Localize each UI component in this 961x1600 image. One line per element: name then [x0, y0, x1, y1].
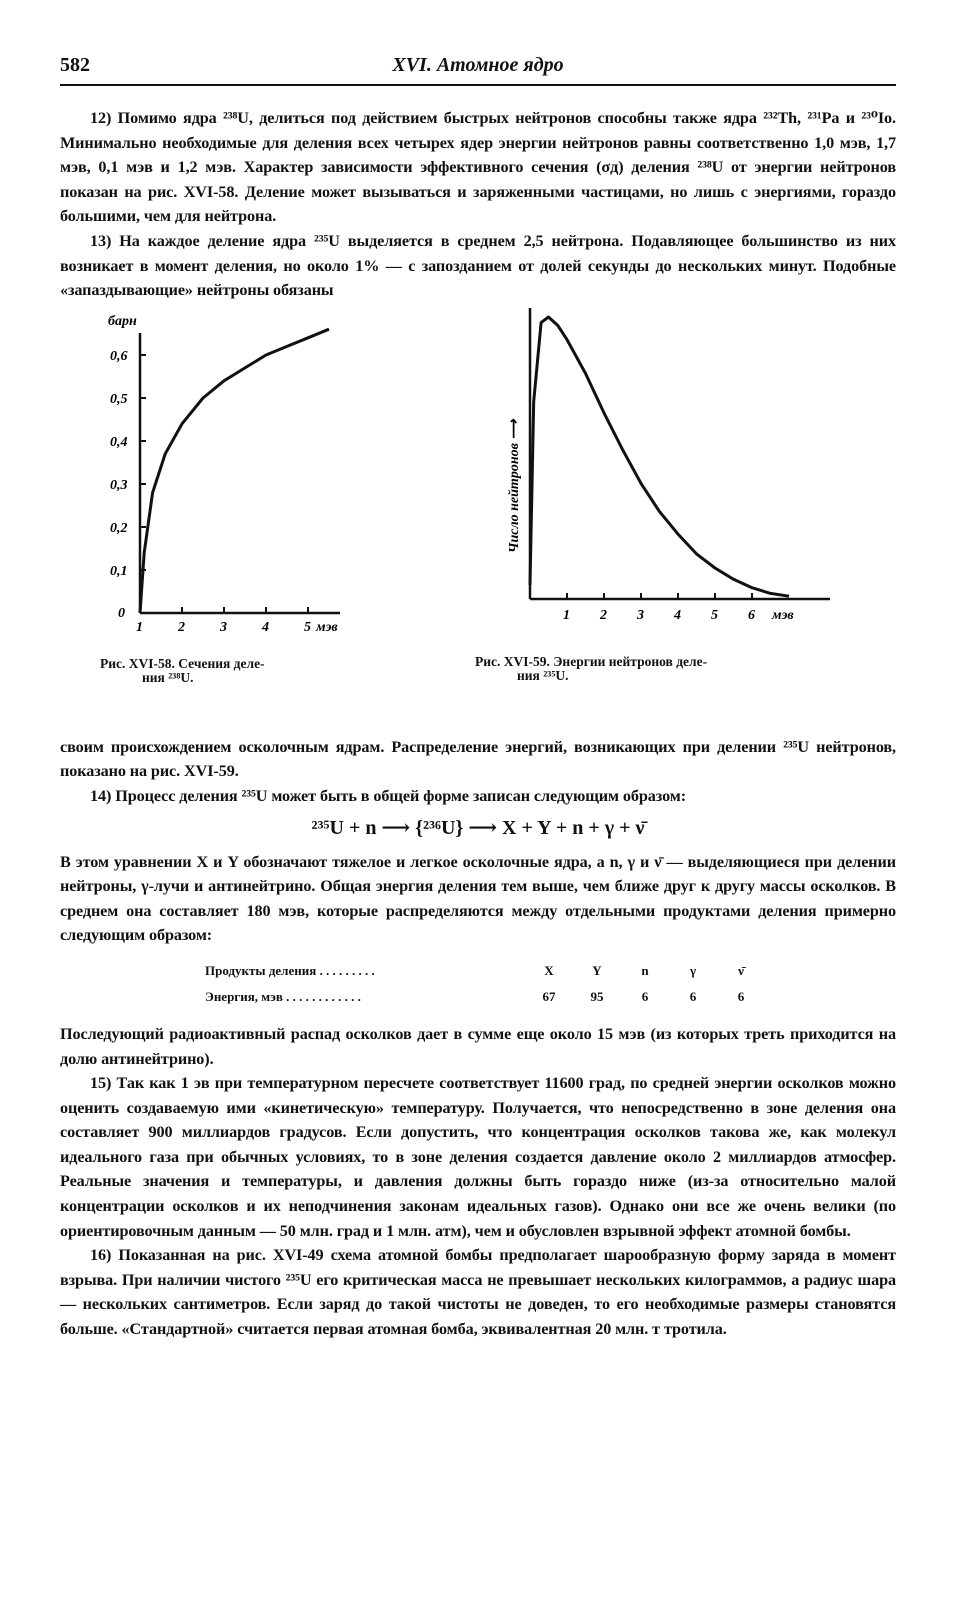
y-tick-label: 0,1 [110, 563, 128, 579]
table-cell: 67 [542, 988, 556, 1004]
y-tick-label: 0,5 [110, 391, 128, 407]
x-unit-label: мэв [316, 619, 338, 635]
x-tick-label: 5 [304, 619, 311, 635]
fission-equation: ²³⁵U + n ⟶ {²³⁶U} ⟶ X + Y + n + γ + ν̄ [311, 816, 645, 839]
figure-59-caption [475, 655, 825, 683]
figure-xvi-59 [475, 303, 825, 683]
y-axis-label: Число нейтронов ⟶ [507, 419, 522, 553]
table-cell: ν̄ [738, 962, 744, 978]
running-title: XVI. Атомное ядро [392, 54, 564, 76]
x-tick-label: 2 [178, 619, 185, 635]
table-row-label: Энергия, мэв . . . . . . . . . . . . [205, 988, 361, 1004]
figure-58-caption-line2: ния ²³⁸U. [142, 669, 194, 685]
table-cell: γ [689, 962, 697, 978]
y-tick-label: 0,2 [110, 520, 128, 536]
x-tick-label: 3 [220, 619, 227, 635]
figure-58-caption [100, 657, 370, 685]
paragraph-13: 13) На каждое деление ядра ²³⁵U выделяется в среднем 2,5 нейтрона. Подавляющее большинство из них возникает в момент деления, но около 1% — с запозданием от долей секунды до нескольких минут. Подобные «запаздывающие» нейтроны обязаны [60, 231, 896, 300]
table-cell: 95 [590, 988, 604, 1004]
table-cell: X [544, 962, 554, 978]
x-tick-label: 6 [748, 607, 755, 623]
table-cell: 6 [689, 988, 697, 1004]
fission-cross-section-chart [100, 313, 370, 653]
paragraph-12: 12) Помимо ядра ²³⁸U, делиться под действием быстрых нейтронов способны также ядра ²³²Th, ²³¹Pa и ²³⁰Io. Минимально необходимые для деления всех четырех ядер энергии нейтронов равны соответственно 1,0 мэв, 1,7 мэв, 0,1 мэв и 1,2 мэв. Характер зависимости эффективного сечения (σд) деления ²³⁸U от энергии нейтронов показан на рис. XVI-58. Деление может вызываться и заряженными частицами, но лишь с энергиями, гораздо большими, чем для нейтрона. [60, 109, 896, 226]
paragraph-13-continued: своим происхождением осколочным ядрам. Распределение энергий, возникающих при делении ²³⁵U нейтронов, показано на рис. XVI-59. [60, 737, 896, 781]
table-cell: n [641, 962, 649, 978]
x-tick-label: 3 [637, 607, 644, 623]
page [60, 50, 896, 1342]
figures-row [60, 303, 896, 735]
neutron-energy-chart [475, 303, 825, 653]
paragraph-after-table: Последующий радиоактивный распад осколков дает в сумме еще около 15 мэв (из которых треть приходится на долю антинейтрино). [60, 1024, 896, 1068]
table-cell: 6 [737, 988, 745, 1004]
table-row-label: Продукты деления . . . . . . . . . [205, 962, 375, 978]
x-tick-label: 2 [600, 607, 607, 623]
figure-59-caption-line1: Рис. XVI-59. Энергии нейтронов деле- [475, 653, 708, 669]
cross-section-curve [140, 329, 329, 613]
y-tick-label: 0,3 [110, 477, 128, 493]
table-row [205, 984, 765, 1010]
figure-58-caption-line1: Рис. XVI-58. Сечения деле- [100, 655, 265, 671]
y-axis-label: барн [108, 313, 137, 329]
x-tick-label: 4 [262, 619, 269, 635]
paragraph-15: 15) Так как 1 эв при температурном пересчете соответствует 11600 град, по средней энергии осколков можно оценить создаваемую ими «кинетическую» температуру. Получается, что непосредственно в зоне деления она составляет 900 миллиардов градусов. Если допустить, что концентрация осколков такова же, как молекул идеального газа при обычных условиях, то в зоне деления создается давление около 2 миллиардов атмосфер. Реальные значения и температуры, и давления должны быть гораздо ниже (из-за относительно малой концентрации осколков и их неподчинения законам идеальных газов). Однако они все же очень велики (по ориентировочным данным — 50 млн. град и 1 млн. атм), чем и обусловлен взрывной эффект атомной бомбы. [60, 1074, 896, 1240]
figure-xvi-58 [100, 313, 370, 685]
neutron-energy-curve [530, 317, 789, 596]
paragraph-14-continued: В этом уравнении X и Y обозначают тяжелое и легкое осколочные ядра, а n, γ и ν̄ — выделяющиеся при делении нейтроны, γ-лучи и антинейтрино. Общая энергия деления тем выше, чем ближе друг к другу массы осколков. В среднем она составляет 180 мэв, которые распределяются между отдельными продуктами деления примерно следующим образом: [60, 852, 896, 945]
paragraph-14: 14) Процесс деления ²³⁵U может быть в общей форме записан следующим образом: [90, 786, 686, 805]
y-tick-label: 0,6 [110, 348, 128, 364]
energy-distribution-table [205, 958, 765, 1010]
x-tick-label: 5 [711, 607, 718, 623]
page-number: 582 [60, 54, 90, 76]
table-row [205, 958, 765, 984]
paragraph-16: 16) Показанная на рис. XVI-49 схема атомной бомбы предполагает шарообразную форму заряда в момент взрыва. При наличии чистого ²³⁵U его критическая масса не превышает нескольких килограммов, а радиус шара — нескольких сантиметров. Если заряд до такой чистоты не доведен, то его необходимые размеры становятся больше. «Стандартной» считается первая атомная бомба, эквивалентная 20 млн. т тротила. [60, 1246, 896, 1339]
x-tick-label: 4 [674, 607, 681, 623]
table-cell: 6 [641, 988, 649, 1004]
x-unit-label: мэв [772, 607, 794, 623]
x-tick-label: 1 [136, 619, 143, 635]
y-tick-label: 0,4 [110, 434, 128, 450]
table-cell: Y [592, 962, 602, 978]
figure-59-caption-line2: ния ²³⁵U. [517, 667, 569, 683]
page-header [60, 50, 896, 86]
y-tick-label: 0 [118, 605, 125, 621]
x-tick-label: 1 [563, 607, 570, 623]
